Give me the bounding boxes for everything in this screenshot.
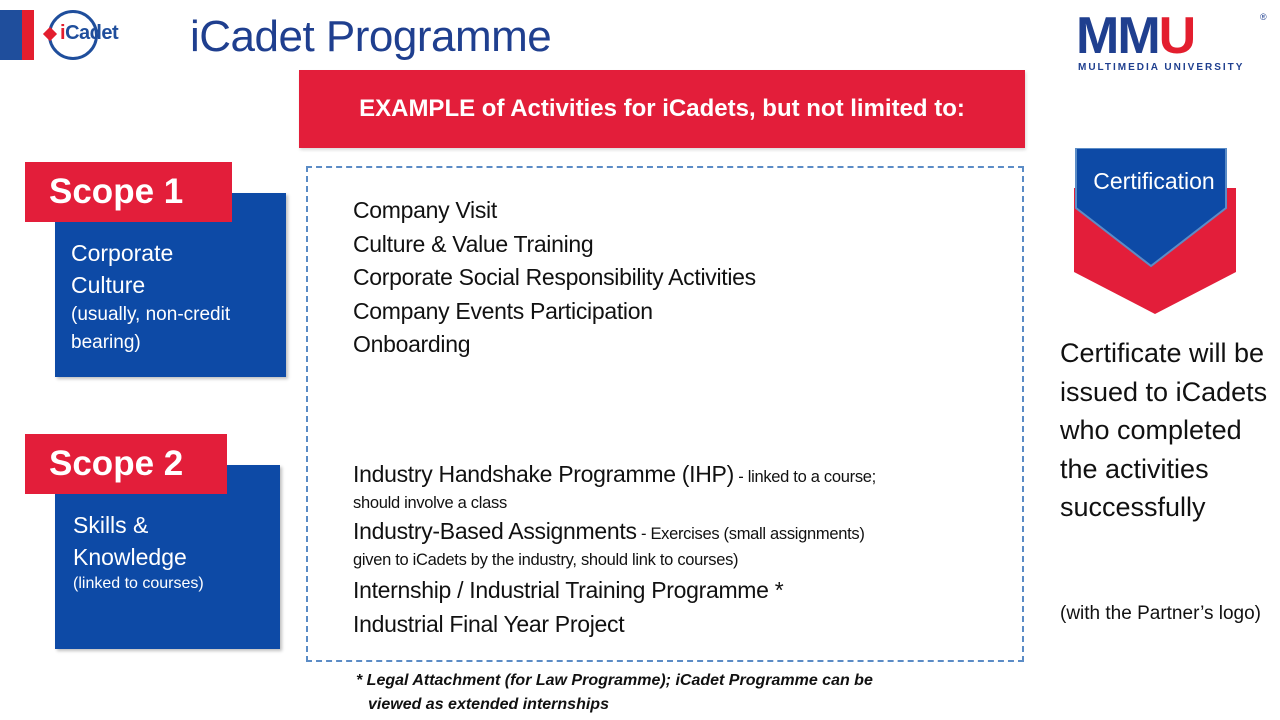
footnote-line2: viewed as extended internships bbox=[368, 696, 609, 713]
activities-banner: EXAMPLE of Activities for iCadets, but not limited to: bbox=[299, 70, 1025, 148]
activity-item bbox=[353, 518, 1023, 571]
certification-label: Certification bbox=[1093, 168, 1215, 194]
mmu-logo-registered: ® bbox=[1260, 12, 1267, 22]
scope1-title-line1: Corporate bbox=[71, 240, 174, 266]
mmu-logo-letters: MMU bbox=[1076, 7, 1195, 65]
activity-item-main: Industry Handshake Programme (IHP) bbox=[353, 461, 734, 487]
scope1-note: (usually, non-credit bearing) bbox=[71, 304, 231, 353]
activity-item-main: Internship / Industrial Training Programme * bbox=[353, 577, 784, 603]
corner-accent-red bbox=[22, 10, 34, 60]
activity-item-sub: should involve a class bbox=[353, 494, 507, 512]
mmu-logo-subtitle: MULTIMEDIA UNIVERSITY bbox=[1078, 62, 1245, 73]
activity-item-main: Industry-Based Assignments bbox=[353, 518, 637, 544]
activity-item: Company Visit bbox=[353, 197, 497, 223]
certification-note: (with the Partner’s logo) bbox=[1060, 603, 1262, 624]
icadet-logo-text: iCadet bbox=[60, 22, 119, 44]
activity-item bbox=[353, 611, 1023, 637]
corner-accent-blue bbox=[0, 10, 22, 60]
scope2-activity-list bbox=[353, 461, 1023, 641]
activity-item: Company Events Participation bbox=[353, 297, 653, 324]
footnote-line1: * Legal Attachment (for Law Programme); iCadet Programme can be bbox=[356, 672, 873, 689]
activity-item: Onboarding bbox=[353, 331, 471, 357]
page-title: iCadet Programme bbox=[190, 12, 552, 61]
scope2-title-line1: Skills & bbox=[73, 512, 149, 538]
activity-item: Corporate Social Responsibility Activities bbox=[353, 264, 756, 290]
icadet-logo bbox=[44, 6, 136, 66]
scope1-title-line2: Culture bbox=[71, 272, 146, 298]
mmu-logo bbox=[1074, 7, 1274, 76]
scope1-activity-list bbox=[353, 194, 1023, 362]
activity-item bbox=[353, 577, 1023, 603]
scope2-title-line2: Knowledge bbox=[73, 544, 187, 570]
activities-box bbox=[306, 166, 1024, 662]
scope2-tag: Scope 2 bbox=[25, 434, 227, 494]
activity-item-note: - linked to a course; bbox=[733, 468, 876, 486]
activity-item-sub: given to iCadets by the industry, should link to courses) bbox=[353, 551, 739, 569]
scope2-card-text bbox=[73, 509, 288, 595]
activity-item-main: Industrial Final Year Project bbox=[353, 611, 625, 637]
activity-item bbox=[353, 461, 1023, 514]
scope2-note: (linked to courses) bbox=[73, 575, 204, 592]
scope1-tag: Scope 1 bbox=[25, 162, 232, 222]
scope1-card-text bbox=[71, 237, 286, 357]
activity-item-note: - Exercises (small assignments) bbox=[636, 525, 865, 543]
certification-text: Certificate will be issued to iCadets who completed the activities successfully bbox=[1060, 338, 1268, 522]
footnote bbox=[356, 669, 873, 717]
activity-item: Culture & Value Training bbox=[353, 230, 594, 257]
